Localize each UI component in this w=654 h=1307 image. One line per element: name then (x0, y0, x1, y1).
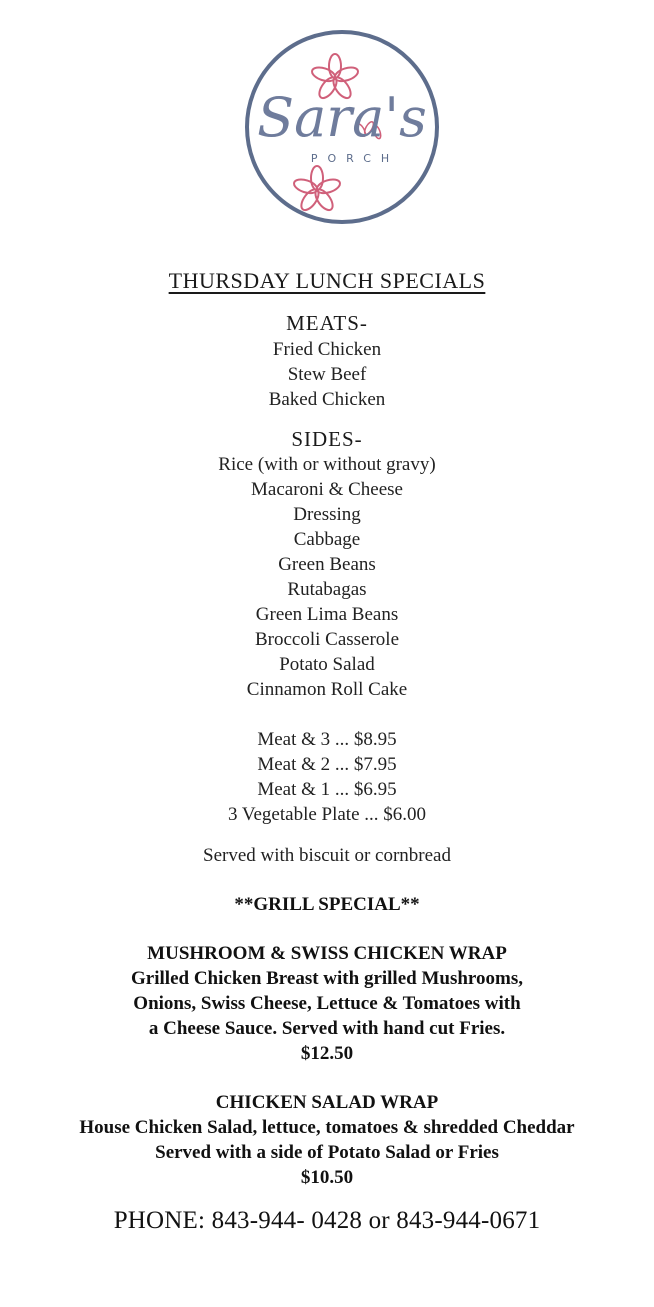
grill-item-description: Grilled Chicken Breast with grilled Mushrooms, (131, 968, 523, 989)
meats-heading: MEATS- (286, 311, 368, 335)
price-item: Meat & 2 ... $7.95 (257, 754, 397, 775)
price-list (0, 727, 654, 827)
grill-item-2 (0, 1090, 654, 1190)
logo-sub-text: PORCH (310, 152, 400, 165)
price-item: 3 Vegetable Plate ... $6.00 (227, 804, 427, 825)
phone-number[interactable]: PHONE: 843-944- 0428 or 843-944-0671 (113, 1207, 541, 1234)
grill-item-description: Served with a side of Potato Salad or Fries (155, 1142, 499, 1163)
side-item: Macaroni & Cheese (251, 479, 403, 500)
logo-graphic (243, 28, 441, 226)
grill-item-name: MUSHROOM & SWISS CHICKEN WRAP (147, 943, 507, 964)
side-item: Green Beans (278, 554, 376, 575)
meat-item: Stew Beef (287, 364, 367, 385)
sides-list (0, 452, 654, 702)
side-item: Green Lima Beans (255, 604, 399, 625)
meats-list (0, 337, 654, 412)
side-item: Cinnamon Roll Cake (246, 679, 408, 700)
side-item: Rutabagas (287, 579, 367, 600)
page-title: THURSDAY LUNCH SPECIALS (168, 268, 486, 293)
side-item: Broccoli Casserole (254, 629, 400, 650)
meat-item: Baked Chicken (268, 389, 386, 410)
grill-special-heading: **GRILL SPECIAL** (234, 894, 420, 915)
served-with-note: Served with biscuit or cornbread (203, 845, 451, 866)
sides-heading: SIDES- (291, 427, 363, 451)
grill-item-1 (0, 941, 654, 1066)
side-item: Dressing (293, 504, 361, 525)
side-item: Cabbage (293, 529, 361, 550)
grill-item-name: CHICKEN SALAD WRAP (215, 1092, 439, 1113)
grill-item-price: $12.50 (300, 1043, 354, 1064)
side-item: Rice (with or without gravy) (218, 454, 436, 475)
grill-item-description: Onions, Swiss Cheese, Lettuce & Tomatoes with (133, 993, 521, 1014)
side-item: Potato Salad (279, 654, 375, 675)
logo-script-text: Sara's (257, 86, 427, 149)
grill-item-description: a Cheese Sauce. Served with hand cut Fries. (148, 1018, 506, 1039)
logo (243, 28, 441, 226)
price-item: Meat & 1 ... $6.95 (257, 779, 397, 800)
price-item: Meat & 3 ... $8.95 (257, 729, 397, 750)
grill-item-price: $10.50 (300, 1167, 354, 1188)
grill-item-description: House Chicken Salad, lettuce, tomatoes & shredded Cheddar (79, 1117, 575, 1138)
meat-item: Fried Chicken (272, 339, 382, 360)
